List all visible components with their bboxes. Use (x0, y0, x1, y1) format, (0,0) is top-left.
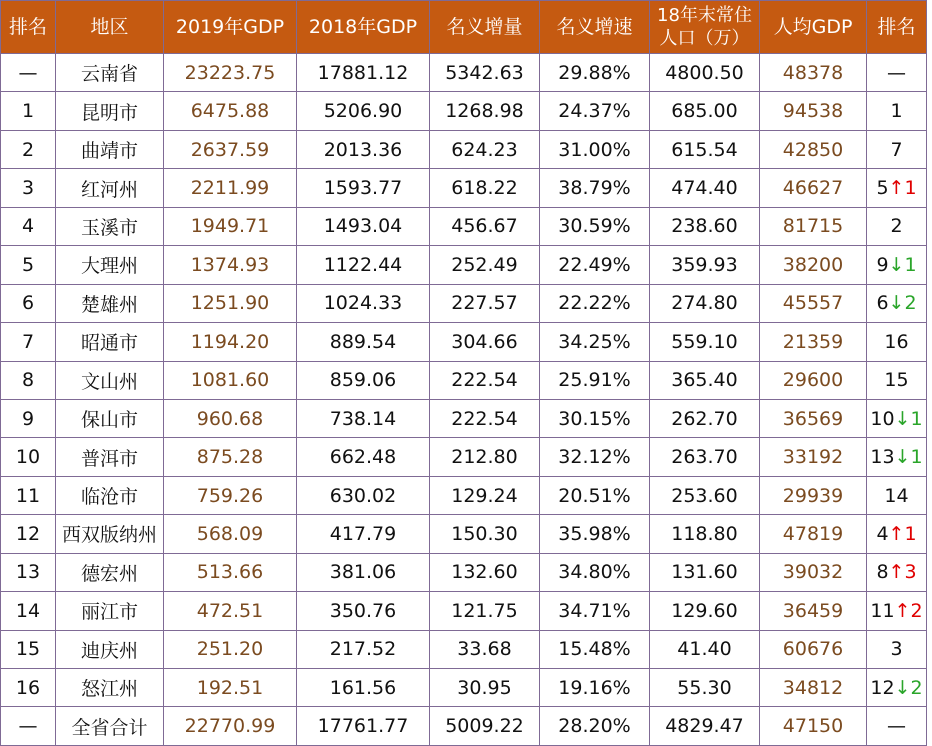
header-rank: 排名 (1, 1, 56, 54)
cell-growth: 30.59% (540, 207, 650, 245)
cell-growth: 20.51% (540, 476, 650, 514)
table-row (1, 707, 927, 745)
cell-region: 保山市 (56, 399, 164, 437)
cell-growth: 22.49% (540, 246, 650, 284)
cell-rank: 2 (1, 130, 56, 168)
rank-value: 4 (876, 522, 889, 545)
cell-per-capita-gdp: 29600 (760, 361, 867, 399)
table-row (1, 323, 927, 361)
rank-change: 2 (904, 292, 917, 315)
cell-per-capita-rank (867, 323, 927, 361)
header-nominal-growth: 名义增速 (540, 1, 650, 54)
cell-increase: 30.95 (430, 669, 540, 707)
cell-per-capita-gdp: 42850 (760, 130, 867, 168)
cell-per-capita-rank (867, 553, 927, 591)
cell-per-capita-gdp: 47150 (760, 707, 867, 745)
cell-gdp-2019: 759.26 (164, 476, 297, 514)
cell-population: 238.60 (650, 207, 760, 245)
cell-growth: 15.48% (540, 630, 650, 668)
cell-increase: 618.22 (430, 169, 540, 207)
cell-increase: 5009.22 (430, 707, 540, 745)
header-row (1, 1, 927, 54)
cell-increase: 150.30 (430, 515, 540, 553)
rank-value: — (887, 715, 906, 738)
cell-region: 迪庆州 (56, 630, 164, 668)
cell-growth: 29.88% (540, 54, 650, 92)
cell-population: 41.40 (650, 630, 760, 668)
cell-per-capita-gdp: 60676 (760, 630, 867, 668)
cell-gdp-2018: 5206.90 (297, 92, 430, 130)
rank-change: 3 (904, 561, 917, 584)
cell-region: 云南省 (56, 54, 164, 92)
cell-gdp-2019: 251.20 (164, 630, 297, 668)
cell-rank: 3 (1, 169, 56, 207)
cell-rank: 4 (1, 207, 56, 245)
arrow-up-icon: ↑ (888, 522, 905, 545)
rank-value: 5 (876, 177, 889, 200)
cell-growth: 38.79% (540, 169, 650, 207)
cell-gdp-2019: 1194.20 (164, 323, 297, 361)
cell-per-capita-rank (867, 92, 927, 130)
arrow-up-icon: ↑ (894, 599, 911, 622)
cell-increase: 121.75 (430, 592, 540, 630)
arrow-down-icon: ↓ (888, 292, 905, 315)
rank-value: 14 (884, 484, 909, 507)
cell-growth: 22.22% (540, 284, 650, 322)
cell-per-capita-rank (867, 707, 927, 745)
cell-gdp-2019: 1374.93 (164, 246, 297, 284)
rank-value: 8 (876, 561, 889, 584)
cell-per-capita-gdp: 45557 (760, 284, 867, 322)
cell-growth: 34.71% (540, 592, 650, 630)
rank-change: 2 (910, 676, 923, 699)
cell-rank: 16 (1, 669, 56, 707)
cell-region: 德宏州 (56, 553, 164, 591)
table-row (1, 92, 927, 130)
rank-value: 13 (870, 446, 895, 469)
cell-rank: 10 (1, 438, 56, 476)
table-row (1, 669, 927, 707)
rank-value: 9 (876, 253, 889, 276)
cell-per-capita-rank (867, 169, 927, 207)
cell-population: 55.30 (650, 669, 760, 707)
cell-increase: 252.49 (430, 246, 540, 284)
arrow-up-icon: ↑ (888, 177, 905, 200)
cell-gdp-2019: 568.09 (164, 515, 297, 553)
table-row (1, 476, 927, 514)
cell-gdp-2018: 859.06 (297, 361, 430, 399)
cell-rank: 6 (1, 284, 56, 322)
cell-per-capita-rank (867, 669, 927, 707)
cell-per-capita-gdp: 34812 (760, 669, 867, 707)
cell-rank: 12 (1, 515, 56, 553)
table-row (1, 630, 927, 668)
cell-region: 红河州 (56, 169, 164, 207)
table-row (1, 169, 927, 207)
table-row (1, 399, 927, 437)
cell-population: 274.80 (650, 284, 760, 322)
rank-change: 1 (904, 177, 917, 200)
cell-gdp-2019: 2637.59 (164, 130, 297, 168)
cell-per-capita-rank (867, 246, 927, 284)
cell-per-capita-gdp: 33192 (760, 438, 867, 476)
header-population: 18年末常住人口（万） (650, 1, 760, 54)
table-row (1, 207, 927, 245)
cell-increase: 227.57 (430, 284, 540, 322)
cell-population: 365.40 (650, 361, 760, 399)
cell-rank: 14 (1, 592, 56, 630)
cell-per-capita-rank (867, 54, 927, 92)
cell-increase: 1268.98 (430, 92, 540, 130)
cell-rank: 5 (1, 246, 56, 284)
cell-growth: 31.00% (540, 130, 650, 168)
cell-region: 昆明市 (56, 92, 164, 130)
cell-per-capita-rank (867, 207, 927, 245)
cell-region: 文山州 (56, 361, 164, 399)
cell-region: 全省合计 (56, 707, 164, 745)
cell-increase: 5342.63 (430, 54, 540, 92)
cell-per-capita-gdp: 29939 (760, 476, 867, 514)
cell-per-capita-gdp: 36569 (760, 399, 867, 437)
cell-increase: 624.23 (430, 130, 540, 168)
cell-population: 615.54 (650, 130, 760, 168)
cell-gdp-2018: 738.14 (297, 399, 430, 437)
rank-value: 3 (890, 638, 903, 661)
cell-population: 359.93 (650, 246, 760, 284)
cell-per-capita-rank (867, 361, 927, 399)
cell-per-capita-rank (867, 592, 927, 630)
header-region: 地区 (56, 1, 164, 54)
table-row (1, 553, 927, 591)
cell-gdp-2019: 6475.88 (164, 92, 297, 130)
cell-population: 474.40 (650, 169, 760, 207)
cell-population: 131.60 (650, 553, 760, 591)
cell-region: 楚雄州 (56, 284, 164, 322)
table-row (1, 361, 927, 399)
cell-gdp-2018: 662.48 (297, 438, 430, 476)
rank-value: 15 (884, 369, 909, 392)
cell-gdp-2018: 417.79 (297, 515, 430, 553)
arrow-down-icon: ↓ (894, 676, 911, 699)
table-row (1, 515, 927, 553)
cell-per-capita-rank (867, 284, 927, 322)
rank-change: 1 (904, 253, 917, 276)
cell-growth: 34.80% (540, 553, 650, 591)
cell-increase: 129.24 (430, 476, 540, 514)
header-gdp-2018: 2018年GDP (297, 1, 430, 54)
table-body (1, 54, 927, 746)
cell-region: 西双版纳州 (56, 515, 164, 553)
table-row (1, 592, 927, 630)
cell-region: 普洱市 (56, 438, 164, 476)
header-per-capita-gdp: 人均GDP (760, 1, 867, 54)
cell-per-capita-rank (867, 476, 927, 514)
cell-region: 昭通市 (56, 323, 164, 361)
table-row (1, 246, 927, 284)
cell-rank: 9 (1, 399, 56, 437)
cell-gdp-2018: 350.76 (297, 592, 430, 630)
cell-gdp-2019: 875.28 (164, 438, 297, 476)
cell-population: 263.70 (650, 438, 760, 476)
cell-gdp-2018: 217.52 (297, 630, 430, 668)
table-row (1, 54, 927, 92)
rank-value: 1 (890, 100, 903, 123)
arrow-down-icon: ↓ (888, 253, 905, 276)
cell-per-capita-gdp: 81715 (760, 207, 867, 245)
cell-gdp-2019: 472.51 (164, 592, 297, 630)
cell-gdp-2018: 630.02 (297, 476, 430, 514)
rank-change: 2 (910, 599, 923, 622)
cell-gdp-2019: 960.68 (164, 399, 297, 437)
rank-change: 1 (904, 522, 917, 545)
rank-value: 7 (890, 138, 903, 161)
cell-region: 曲靖市 (56, 130, 164, 168)
rank-value: 6 (876, 292, 889, 315)
cell-rank: — (1, 54, 56, 92)
table-row (1, 130, 927, 168)
cell-rank: 1 (1, 92, 56, 130)
cell-per-capita-gdp: 38200 (760, 246, 867, 284)
cell-gdp-2019: 513.66 (164, 553, 297, 591)
cell-increase: 212.80 (430, 438, 540, 476)
cell-per-capita-gdp: 36459 (760, 592, 867, 630)
cell-per-capita-gdp: 39032 (760, 553, 867, 591)
cell-per-capita-gdp: 48378 (760, 54, 867, 92)
cell-region: 玉溪市 (56, 207, 164, 245)
cell-per-capita-rank (867, 438, 927, 476)
cell-population: 559.10 (650, 323, 760, 361)
cell-rank: 11 (1, 476, 56, 514)
cell-increase: 304.66 (430, 323, 540, 361)
cell-gdp-2019: 2211.99 (164, 169, 297, 207)
cell-gdp-2018: 1024.33 (297, 284, 430, 322)
cell-gdp-2018: 17881.12 (297, 54, 430, 92)
cell-rank: 15 (1, 630, 56, 668)
cell-gdp-2018: 161.56 (297, 669, 430, 707)
cell-gdp-2019: 22770.99 (164, 707, 297, 745)
cell-increase: 456.67 (430, 207, 540, 245)
cell-gdp-2019: 1949.71 (164, 207, 297, 245)
rank-value: 11 (870, 599, 895, 622)
cell-population: 685.00 (650, 92, 760, 130)
cell-population: 4800.50 (650, 54, 760, 92)
rank-value: 12 (870, 676, 895, 699)
rank-value: 16 (884, 330, 909, 353)
cell-population: 262.70 (650, 399, 760, 437)
cell-growth: 34.25% (540, 323, 650, 361)
cell-per-capita-rank (867, 515, 927, 553)
cell-per-capita-gdp: 21359 (760, 323, 867, 361)
cell-region: 大理州 (56, 246, 164, 284)
table-row (1, 284, 927, 322)
cell-rank: 13 (1, 553, 56, 591)
rank-change: 1 (910, 446, 923, 469)
cell-population: 129.60 (650, 592, 760, 630)
cell-per-capita-gdp: 47819 (760, 515, 867, 553)
cell-rank: 7 (1, 323, 56, 361)
header-gdp-2019: 2019年GDP (164, 1, 297, 54)
table-row (1, 438, 927, 476)
cell-growth: 30.15% (540, 399, 650, 437)
cell-gdp-2019: 192.51 (164, 669, 297, 707)
cell-rank: 8 (1, 361, 56, 399)
cell-gdp-2018: 889.54 (297, 323, 430, 361)
header-nominal-increase: 名义增量 (430, 1, 540, 54)
cell-population: 4829.47 (650, 707, 760, 745)
cell-growth: 25.91% (540, 361, 650, 399)
rank-value: 10 (870, 407, 895, 430)
cell-region: 丽江市 (56, 592, 164, 630)
cell-increase: 222.54 (430, 399, 540, 437)
cell-per-capita-rank (867, 399, 927, 437)
cell-growth: 24.37% (540, 92, 650, 130)
cell-growth: 35.98% (540, 515, 650, 553)
cell-growth: 28.20% (540, 707, 650, 745)
cell-growth: 32.12% (540, 438, 650, 476)
cell-gdp-2019: 23223.75 (164, 54, 297, 92)
cell-population: 118.80 (650, 515, 760, 553)
cell-increase: 33.68 (430, 630, 540, 668)
cell-growth: 19.16% (540, 669, 650, 707)
cell-gdp-2018: 2013.36 (297, 130, 430, 168)
cell-gdp-2019: 1081.60 (164, 361, 297, 399)
cell-region: 临沧市 (56, 476, 164, 514)
rank-value: — (887, 61, 906, 84)
cell-rank: — (1, 707, 56, 745)
arrow-down-icon: ↓ (894, 446, 911, 469)
cell-gdp-2018: 17761.77 (297, 707, 430, 745)
cell-gdp-2018: 1493.04 (297, 207, 430, 245)
header-per-capita-rank: 排名 (867, 1, 927, 54)
cell-per-capita-gdp: 46627 (760, 169, 867, 207)
cell-per-capita-gdp: 94538 (760, 92, 867, 130)
rank-change: 1 (910, 407, 923, 430)
cell-increase: 132.60 (430, 553, 540, 591)
cell-population: 253.60 (650, 476, 760, 514)
cell-gdp-2018: 381.06 (297, 553, 430, 591)
cell-increase: 222.54 (430, 361, 540, 399)
arrow-up-icon: ↑ (888, 561, 905, 584)
cell-gdp-2018: 1593.77 (297, 169, 430, 207)
arrow-down-icon: ↓ (894, 407, 911, 430)
cell-gdp-2019: 1251.90 (164, 284, 297, 322)
cell-gdp-2018: 1122.44 (297, 246, 430, 284)
cell-region: 怒江州 (56, 669, 164, 707)
rank-value: 2 (890, 215, 903, 238)
cell-per-capita-rank (867, 630, 927, 668)
cell-per-capita-rank (867, 130, 927, 168)
